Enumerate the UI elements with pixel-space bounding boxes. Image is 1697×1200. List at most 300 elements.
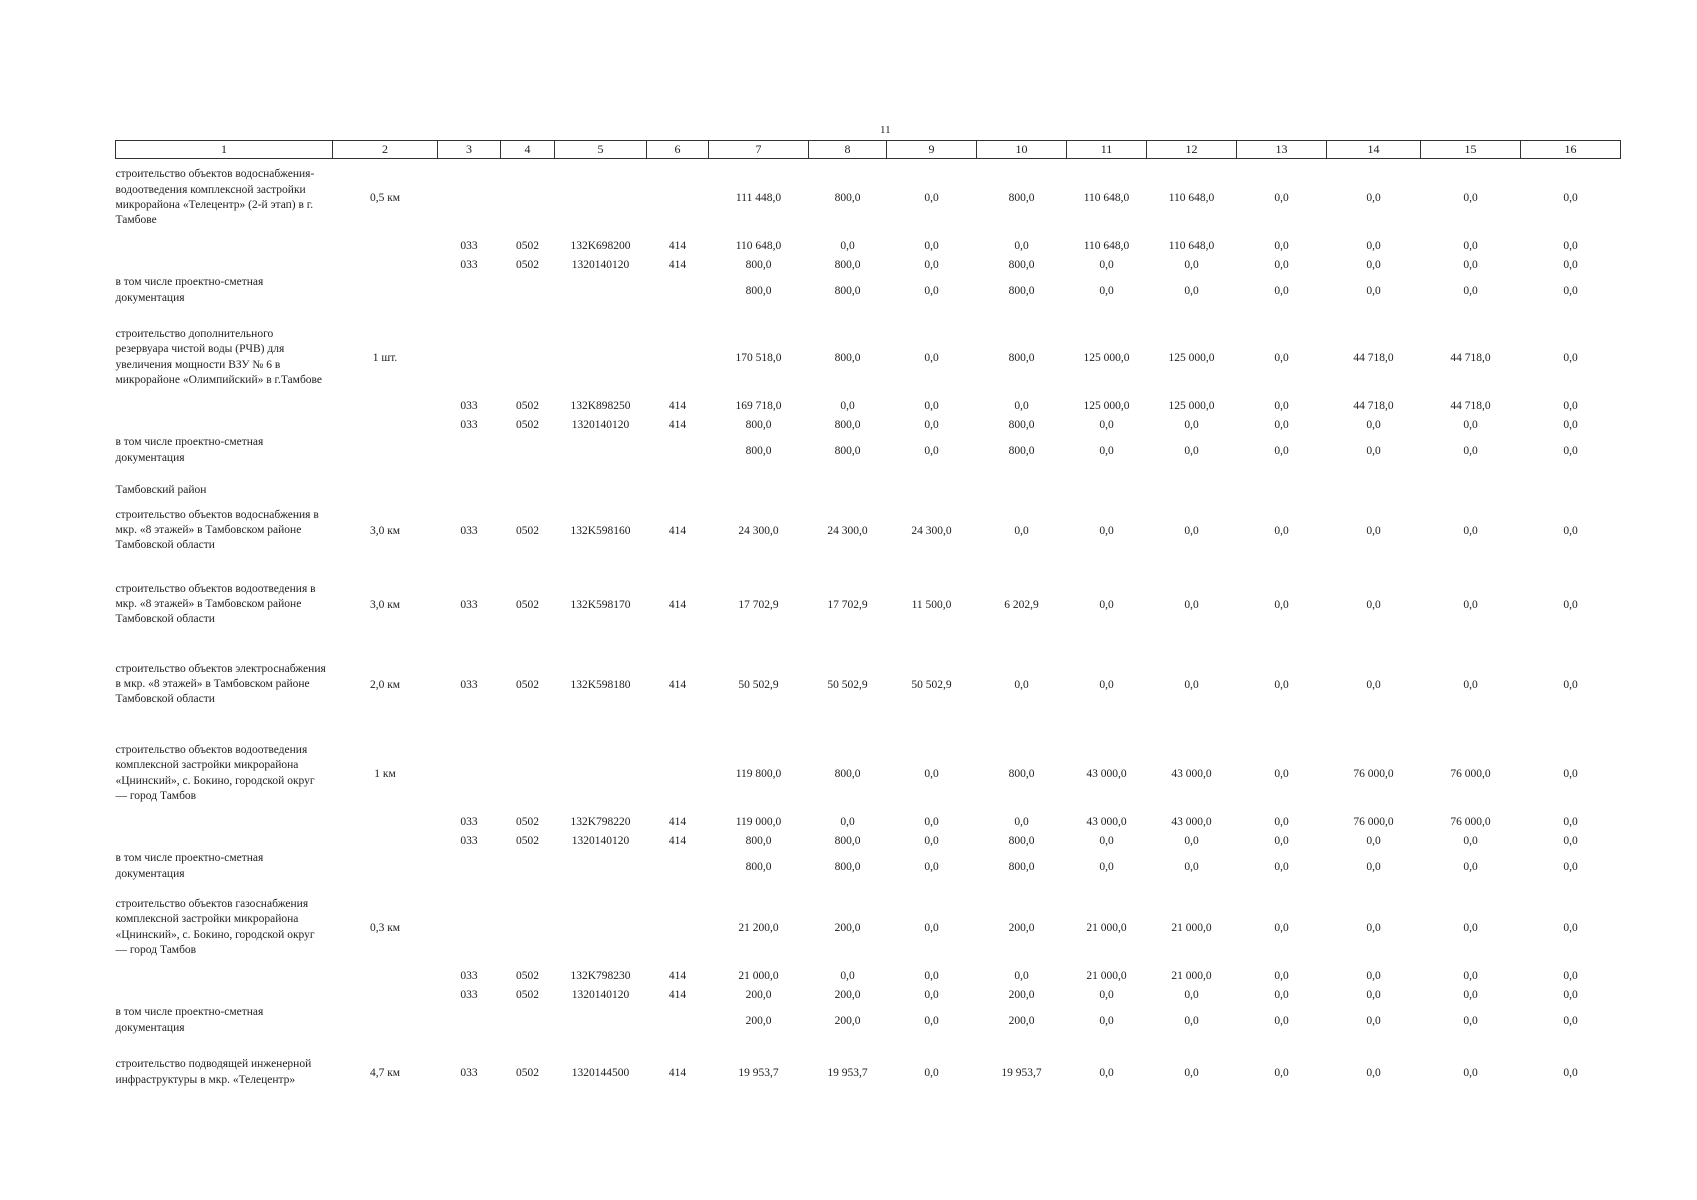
amount-cell: 0,0 [1366,259,1381,271]
amount-cell: 119 000,0 [735,816,782,828]
unit-cell: 1 шт. [372,351,398,364]
code-cell: 414 [668,400,687,412]
amount-cell: 0,0 [1274,240,1289,252]
header-cell: 7 [709,141,809,159]
code-cell [501,159,555,237]
amount-cell: 110 648,0 [1083,191,1130,204]
amount-cell: 110 648,0 [735,240,782,252]
header-cell: 4 [501,141,555,159]
amount-cell: 0,0 [924,835,939,847]
code-cell: 132K798220 [570,816,631,828]
header-cell: 12 [1147,141,1237,159]
amount-cell: 0,0 [840,400,855,412]
amount-cell: 0,0 [1366,240,1381,252]
amount-cell: 200,0 [1008,1014,1035,1027]
code-cell: 033 [460,240,478,252]
amount-cell: 200,0 [834,989,861,1001]
amount-cell: 0,0 [1274,400,1289,412]
funding-row [116,813,1621,832]
amount-cell: 0,0 [1366,524,1381,537]
amount-cell: 800,0 [1008,419,1035,431]
amount-cell: 800,0 [745,444,772,457]
budget-table [115,140,1621,1097]
amount-cell: 800,0 [1008,860,1035,873]
amount-cell: 0,0 [1184,284,1199,297]
code-cell: 414 [668,989,687,1001]
amount-cell: 0,0 [1563,860,1578,873]
amount-cell: 0,0 [1563,767,1578,780]
amount-cell: 0,0 [1099,284,1114,297]
funding-row [116,832,1621,851]
unit-cell [333,851,438,883]
code-cell [647,275,709,307]
code-cell: 033 [460,835,478,847]
amount-cell: 0,0 [1366,860,1381,873]
amount-cell: 0,0 [1563,1066,1578,1079]
amount-cell: 0,0 [924,767,939,780]
amount-cell: 76 000,0 [1353,816,1394,828]
unit-cell [333,832,438,851]
code-cell [501,851,555,883]
name-cell: в том числе проектно-сметная документация [115,852,264,880]
amount-cell: 0,0 [1274,1014,1289,1027]
amount-cell: 0,0 [924,970,939,982]
design-docs-row [116,435,1621,467]
amount-cell: 0,0 [1463,240,1478,252]
code-cell [555,319,647,397]
page-number: 11 [880,124,891,136]
code-cell [647,319,709,397]
design-docs-row [116,275,1621,307]
amount-cell: 0,0 [1563,816,1578,828]
amount-cell: 800,0 [834,259,861,271]
design-docs-row [116,1005,1621,1037]
amount-cell: 800,0 [1008,191,1035,204]
amount-cell: 0,0 [1099,1014,1114,1027]
unit-cell [333,967,438,986]
amount-cell: 200,0 [834,1014,861,1027]
amount-cell: 0,0 [1463,191,1478,204]
amount-cell: 44 718,0 [1353,400,1394,412]
amount-cell: 43 000,0 [1086,816,1127,828]
amount-cell: 125 000,0 [1168,400,1215,412]
amount-cell: 21 000,0 [1171,970,1212,982]
code-cell: 0502 [516,598,539,611]
amount-cell: 0,0 [1184,598,1199,611]
name-cell [116,237,333,256]
amount-cell: 0,0 [1099,678,1114,691]
header-cell: 5 [555,141,647,159]
amount-cell: 0,0 [1563,400,1578,412]
header-cell: 10 [977,141,1067,159]
amount-cell: 43 000,0 [1086,767,1127,780]
amount-cell: 21 000,0 [738,970,779,982]
spacer-cell [116,637,1621,647]
amount-cell: 0,0 [1274,524,1289,537]
code-cell [501,435,555,467]
spacer-row [116,563,1621,573]
code-cell [501,319,555,397]
amount-cell: 800,0 [834,835,861,847]
amount-cell: 119 800,0 [735,767,782,780]
amount-cell: 0,0 [1563,191,1578,204]
amount-cell: 0,0 [1366,191,1381,204]
amount-cell: 800,0 [834,284,861,297]
amount-cell: 0,0 [1184,860,1199,873]
code-cell: 033 [460,524,478,537]
code-cell: 1320140120 [571,259,630,271]
name-cell [116,967,333,986]
code-cell: 1320140120 [571,989,630,1001]
amount-cell: 0,0 [924,259,939,271]
amount-cell: 0,0 [1274,598,1289,611]
amount-cell: 0,0 [1463,598,1478,611]
unit-cell [333,237,438,256]
amount-cell: 0,0 [1099,598,1114,611]
code-cell: 132K798230 [570,970,631,982]
code-cell: 132K598180 [570,678,631,691]
amount-cell: 0,0 [1274,1066,1289,1079]
amount-cell: 0,0 [1184,259,1199,271]
amount-cell: 800,0 [834,860,861,873]
amount-cell: 0,0 [1463,860,1478,873]
object-row [116,1049,1621,1097]
amount-cell: 0,0 [1184,419,1199,431]
amount-cell: 19 953,7 [1001,1066,1042,1079]
code-cell: 132K598170 [570,598,631,611]
amount-cell: 800,0 [1008,767,1035,780]
code-cell: 414 [668,240,687,252]
spacer-cell [116,563,1621,573]
amount-cell: 800,0 [745,419,772,431]
amount-cell: 76 000,0 [1450,767,1491,780]
code-cell: 0502 [516,678,539,691]
object-row [116,573,1621,637]
name-cell: строительство подводящей инженерной инфраструктуры в мкр. «Телецентр» [115,1058,312,1086]
amount-cell: 19 953,7 [827,1066,868,1079]
amount-cell: 44 718,0 [1353,351,1394,364]
amount-cell: 24 300,0 [738,524,779,537]
name-cell [116,416,333,435]
amount-cell: 0,0 [1274,284,1289,297]
amount-cell: 44 718,0 [1450,400,1491,412]
object-row [116,735,1621,813]
amount-cell: 800,0 [834,767,861,780]
code-cell: 0502 [516,419,539,431]
code-cell: 1320140120 [571,419,630,431]
amount-cell: 0,0 [1563,921,1578,934]
amount-cell: 0,0 [924,400,939,412]
code-cell: 033 [460,970,478,982]
code-cell: 132K598160 [570,524,631,537]
amount-cell: 800,0 [834,191,861,204]
amount-cell: 200,0 [1008,989,1035,1001]
amount-cell: 800,0 [834,351,861,364]
amount-cell: 0,0 [1463,678,1478,691]
spacer-cell [116,307,1621,319]
amount-cell: 0,0 [1366,598,1381,611]
code-cell: 414 [668,524,687,537]
code-cell: 132K698200 [570,240,631,252]
name-cell: в том числе проектно-сметная документация [115,276,264,304]
amount-cell: 0,0 [1463,835,1478,847]
amount-cell: 0,0 [1366,970,1381,982]
amount-cell: 110 648,0 [1083,240,1130,252]
amount-cell: 0,0 [1366,284,1381,297]
amount-cell: 17 702,9 [827,598,868,611]
amount-cell: 21 000,0 [1086,970,1127,982]
amount-cell: 0,0 [1099,835,1114,847]
amount-cell: 0,0 [1099,1066,1114,1079]
amount-cell: 0,0 [840,240,855,252]
amount-cell: 0,0 [1274,259,1289,271]
amount-cell: 0,0 [924,860,939,873]
amount-cell: 0,0 [1274,860,1289,873]
unit-cell: 0,5 км [369,191,401,204]
code-cell: 414 [668,1066,687,1079]
amount-cell: 0,0 [1463,1014,1478,1027]
amount-cell: 800,0 [745,860,772,873]
unit-cell: 3,0 км [369,524,401,537]
code-cell [438,319,501,397]
code-cell [555,889,647,967]
name-cell: в том числе проектно-сметная документация [115,436,264,464]
amount-cell: 200,0 [745,1014,772,1027]
amount-cell: 0,0 [1274,921,1289,934]
amount-cell: 0,0 [1099,989,1114,1001]
amount-cell: 0,0 [1463,284,1478,297]
amount-cell: 11 500,0 [911,598,952,611]
amount-cell: 0,0 [840,816,855,828]
code-cell: 0502 [516,970,539,982]
unit-cell [333,435,438,467]
header-cell: 11 [1067,141,1147,159]
amount-cell: 0,0 [924,989,939,1001]
amount-cell: 0,0 [924,240,939,252]
amount-cell: 0,0 [1563,989,1578,1001]
funding-row [116,397,1621,416]
code-cell [647,889,709,967]
code-cell: 0502 [516,524,539,537]
amount-cell: 0,0 [1463,970,1478,982]
amount-cell: 0,0 [1563,1014,1578,1027]
code-cell [555,159,647,237]
amount-cell: 0,0 [1099,860,1114,873]
code-cell: 0502 [516,816,539,828]
amount-cell: 0,0 [1366,678,1381,691]
amount-cell: 0,0 [1274,970,1289,982]
code-cell: 0502 [516,835,539,847]
code-cell [501,1005,555,1037]
code-cell: 414 [668,598,687,611]
amount-cell: 0,0 [1274,767,1289,780]
header-cell: 14 [1327,141,1421,159]
amount-cell: 0,0 [1563,351,1578,364]
code-cell [555,1005,647,1037]
unit-cell: 3,0 км [369,598,401,611]
amount-cell: 0,0 [1563,240,1578,252]
amount-cell: 0,0 [1274,419,1289,431]
code-cell [555,735,647,813]
amount-cell: 0,0 [1184,444,1199,457]
amount-cell: 0,0 [1099,524,1114,537]
code-cell [438,735,501,813]
amount-cell: 125 000,0 [1083,351,1130,364]
amount-cell: 0,0 [1099,444,1114,457]
spacer-row [116,723,1621,735]
amount-cell: 200,0 [1008,921,1035,934]
amount-cell: 0,0 [1463,921,1478,934]
header-cell: 3 [438,141,501,159]
code-cell [647,435,709,467]
amount-cell: 0,0 [1274,816,1289,828]
header-cell: 8 [809,141,887,159]
amount-cell: 0,0 [1184,1014,1199,1027]
name-cell: строительство объектов водоснабжения-водоотведения комплексной застройки микрорайона «Телецентр» (2-й этап) в г. Тамбове [115,168,315,226]
amount-cell: 0,0 [1563,444,1578,457]
code-cell: 033 [460,678,478,691]
header-cell: 13 [1237,141,1327,159]
unit-cell: 1 км [374,767,396,780]
spacer-row [116,637,1621,647]
amount-cell: 0,0 [1014,678,1029,691]
amount-cell: 21 000,0 [1171,921,1212,934]
code-cell: 033 [460,989,478,1001]
amount-cell: 0,0 [1563,524,1578,537]
funding-row [116,256,1621,275]
code-cell [555,851,647,883]
amount-cell: 0,0 [1274,351,1289,364]
amount-cell: 0,0 [1099,259,1114,271]
spacer-row [116,1037,1621,1049]
code-cell: 132K898250 [570,400,631,412]
table-body [116,159,1621,1097]
amount-cell: 0,0 [924,191,939,204]
code-cell [647,851,709,883]
amount-cell: 111 448,0 [735,191,782,204]
amount-cell: 800,0 [1008,444,1035,457]
object-row [116,889,1621,967]
code-cell: 0502 [516,989,539,1001]
amount-cell: 0,0 [924,419,939,431]
column-number-header [116,141,1621,159]
amount-cell: 0,0 [1014,240,1029,252]
amount-cell: 0,0 [1366,921,1381,934]
code-cell [501,735,555,813]
amount-cell: 0,0 [1366,419,1381,431]
amount-cell: 0,0 [1563,835,1578,847]
code-cell [438,851,501,883]
amount-cell: 125 000,0 [1083,400,1130,412]
name-cell [116,986,333,1005]
funding-row [116,237,1621,256]
amount-cell: 24 300,0 [827,524,868,537]
code-cell: 0502 [516,240,539,252]
amount-cell: 800,0 [745,284,772,297]
amount-cell: 169 718,0 [735,400,782,412]
amount-cell: 0,0 [1274,835,1289,847]
funding-row [116,967,1621,986]
amount-cell: 76 000,0 [1353,767,1394,780]
amount-cell: 800,0 [1008,835,1035,847]
amount-cell: 0,0 [1184,678,1199,691]
amount-cell: 0,0 [1274,444,1289,457]
unit-cell [333,1005,438,1037]
spacer-cell [116,723,1621,735]
amount-cell: 0,0 [1274,989,1289,1001]
amount-cell: 0,0 [1563,419,1578,431]
amount-cell: 110 648,0 [1168,191,1215,204]
unit-cell: 4,7 км [369,1066,401,1079]
section-row [116,483,1621,499]
code-cell: 414 [668,678,687,691]
amount-cell: 200,0 [745,989,772,1001]
code-cell: 0502 [516,1066,539,1079]
amount-cell: 0,0 [924,1014,939,1027]
amount-cell: 0,0 [1463,419,1478,431]
name-cell: в том числе проектно-сметная документация [115,1006,264,1034]
amount-cell: 0,0 [1366,835,1381,847]
header-cell: 9 [887,141,977,159]
name-cell [116,256,333,275]
header-cell: 2 [333,141,438,159]
name-cell: строительство дополнительного резервуара чистой воды (РЧВ) для увеличения мощности ВЗУ № 6 в микрорайоне «Олимпийский» в г.Тамбове [115,328,323,386]
code-cell [438,1005,501,1037]
amount-cell: 0,0 [1366,1014,1381,1027]
spacer-row [116,307,1621,319]
amount-cell: 0,0 [1366,1066,1381,1079]
amount-cell: 800,0 [834,419,861,431]
funding-row [116,416,1621,435]
amount-cell: 0,0 [1563,970,1578,982]
header-cell: 6 [647,141,709,159]
amount-cell: 50 502,9 [911,678,952,691]
amount-cell: 0,0 [924,284,939,297]
name-cell [116,832,333,851]
amount-cell: 17 702,9 [738,598,779,611]
code-cell: 033 [460,598,478,611]
amount-cell: 0,0 [924,351,939,364]
amount-cell: 43 000,0 [1171,767,1212,780]
code-cell [438,275,501,307]
amount-cell: 0,0 [924,816,939,828]
amount-cell: 0,0 [1463,444,1478,457]
amount-cell: 21 000,0 [1086,921,1127,934]
amount-cell: 24 300,0 [911,524,952,537]
code-cell [647,159,709,237]
code-cell: 414 [668,970,687,982]
amount-cell: 0,0 [1563,284,1578,297]
code-cell: 1320144500 [571,1066,630,1079]
code-cell [647,1005,709,1037]
amount-cell: 0,0 [1014,524,1029,537]
amount-cell: 800,0 [834,444,861,457]
spacer-cell [116,1037,1621,1049]
name-cell: строительство объектов водоотведения в мкр. «8 этажей» в Тамбовском районе Тамбовской области [115,582,316,626]
amount-cell: 170 518,0 [735,351,782,364]
unit-cell [333,986,438,1005]
object-row [116,159,1621,237]
amount-cell: 800,0 [745,835,772,847]
code-cell [438,889,501,967]
amount-cell: 0,0 [1463,989,1478,1001]
object-row [116,647,1621,723]
code-cell [438,159,501,237]
spacer-cell [116,467,1621,483]
amount-cell: 6 202,9 [1004,598,1039,611]
amount-cell: 50 502,9 [827,678,868,691]
amount-cell: 0,0 [1184,524,1199,537]
